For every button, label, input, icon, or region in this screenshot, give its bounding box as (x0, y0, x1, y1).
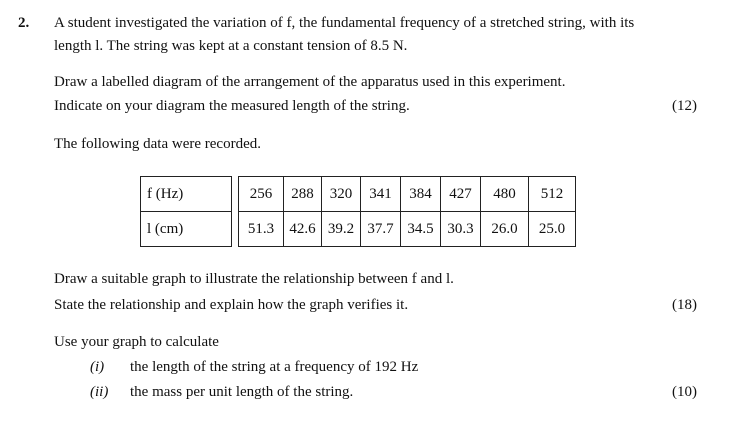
table-row-length (141, 212, 576, 247)
table-cell: 51.3 (239, 212, 284, 247)
table-row-frequency (141, 177, 576, 212)
table-cell: 512 (529, 177, 576, 212)
part2-marks: (18) (672, 297, 697, 313)
table-cell: 26.0 (481, 212, 529, 247)
table-cell: 384 (401, 177, 441, 212)
table-cell: 30.3 (441, 212, 481, 247)
table-cell: 37.7 (361, 212, 401, 247)
part1-line-2: Indicate on your diagram the measured length of the string. (54, 98, 410, 114)
table-cell: 34.5 (401, 212, 441, 247)
part3-marks: (10) (672, 384, 697, 400)
part2-line-1: Draw a suitable graph to illustrate the relationship between f and l. (54, 271, 454, 287)
table-cell: 320 (322, 177, 361, 212)
row-label-frequency: f (Hz) (141, 177, 232, 212)
part3-i-label: (i) (90, 359, 105, 375)
question-number: 2. (18, 15, 30, 31)
data-intro: The following data were recorded. (54, 136, 261, 152)
part3-ii-label: (ii) (90, 384, 109, 400)
table-cell: 341 (361, 177, 401, 212)
part1-line-1: Draw a labelled diagram of the arrangement of the apparatus used in this experiment. (54, 74, 566, 90)
part3-i-text: the length of the string at a frequency of 192 Hz (130, 359, 419, 375)
part3-ii-text: the mass per unit length of the string. (130, 384, 354, 400)
table-cell: 256 (239, 177, 284, 212)
table-cell: 25.0 (529, 212, 576, 247)
table-cell: 427 (441, 177, 481, 212)
intro-line-1: A student investigated the variation of f, the fundamental frequency of a stretched string, with its (54, 15, 635, 31)
intro-line-2: length l. The string was kept at a constant tension of 8.5 N. (54, 38, 408, 54)
data-table (140, 176, 576, 247)
table-cell: 480 (481, 177, 529, 212)
table-cell: 42.6 (284, 212, 322, 247)
part3-intro: Use your graph to calculate (54, 334, 219, 350)
table-cell: 39.2 (322, 212, 361, 247)
part1-marks: (12) (672, 98, 697, 114)
part2-line-2: State the relationship and explain how the graph verifies it. (54, 297, 409, 313)
row-label-length: l (cm) (141, 212, 232, 247)
table-cell: 288 (284, 177, 322, 212)
